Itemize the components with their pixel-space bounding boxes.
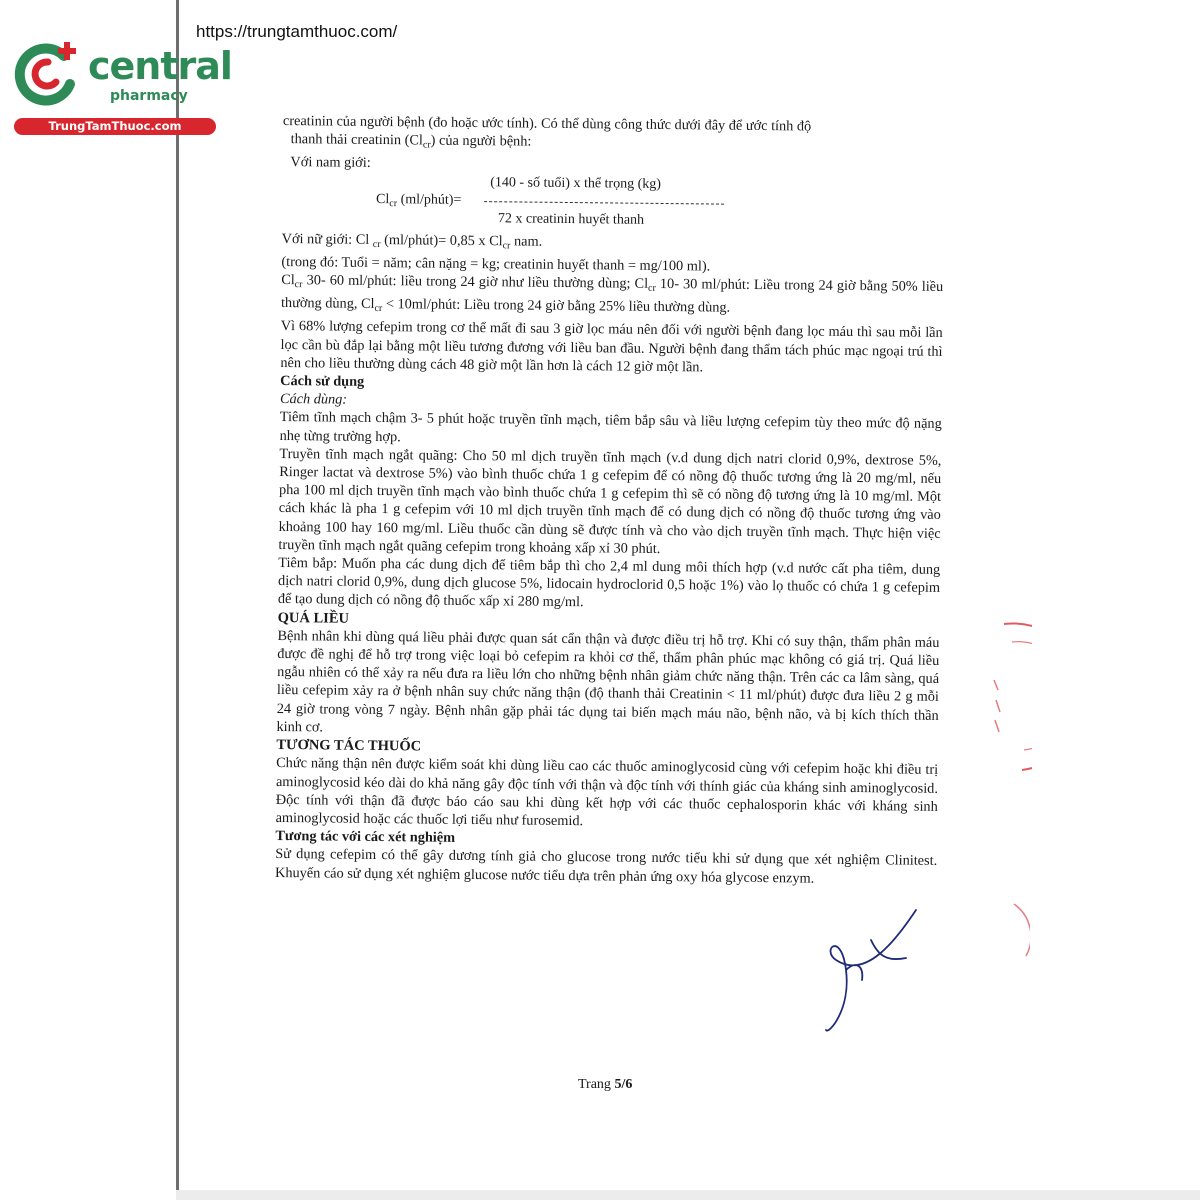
usage-subheading: Cách dùng: bbox=[279, 391, 348, 408]
lab-interactions-heading: Tương tác với các xét nghiệm bbox=[275, 828, 456, 846]
dose-adjustment: $Cl_{cr}$ 30- 60 ml/phút: liều trong 24 giờ như liều thường dùng; $Cl_{cr}$ 10- 30 ml/phút: Liều trong 24 giờ bằng 50% liều thường dùng, $Cl_{cr}$ < 10ml/phút: Liều trong 24 giờ bằng 25% liều thường dùng. bbox=[280, 272, 944, 316]
source-url[interactable]: https://trungtamthuoc.com/ bbox=[196, 22, 398, 41]
dialysis-paragraph: Vì 68% lượng cefepim trong cơ thể mất đi sau 3 giờ lọc máu nên đối với người bệnh đang lọc máu thì sau mỗi lần lọc cần bù đắp lại bằng một liều tương đương với liều ban đầu. Người bệnh đang thẩm tách phúc mạc ngoại trú thì nên cho liều thường dùng cách 48 giờ một lần hơn là cách 12 giờ một lần. bbox=[280, 318, 943, 376]
formula-denominator: 72 x creatinin huyết thanh bbox=[497, 210, 645, 228]
paragraph: creatinin của người bệnh (đo hoặc ước tính). Có thể dùng công thức dưới đây để ước tính độ bbox=[282, 112, 812, 135]
brand-subtitle: pharmacy bbox=[110, 88, 188, 104]
brand-name: central bbox=[88, 44, 232, 88]
overdose-heading: QUÁ LIỀU bbox=[277, 609, 350, 627]
male-formula-label: Với nam giới: bbox=[290, 154, 371, 172]
document-page bbox=[275, 112, 945, 889]
usage-paragraph: Tiêm bắp: Muốn pha các dung dịch để tiêm bắp thì cho 2,4 ml dung môi thích hợp (v.d nước cất pha tiêm, dung dịch natri clorid 0,9%, dung dịch glucose 5%, lidocain hydroclorid 0,5 hoặc 1%) vào lọ thuốc có chứa 1 g cefepim để tạo dung dịch có nồng độ thuốc xấp xỉ 280 mg/ml. bbox=[277, 555, 941, 611]
page-number: Trang 5/6 bbox=[578, 1077, 633, 1092]
interactions-heading: TƯƠNG TÁC THUỐC bbox=[276, 737, 422, 755]
brand-banner: TrungTamThuoc.com bbox=[14, 118, 216, 135]
usage-paragraph: Truyền tĩnh mạch ngắt quãng: Cho 50 ml dịch truyền tĩnh mạch (v.d dung dịch natri clorid 0,9%, dextrose 5%, Ringer lactat và dextrose 5%) vào bình thuốc chứa 1 g cefepim để có nồng độ thuốc tương ứng là 20 mg/ml, nếu pha 100 ml dịch truyền tĩnh mạch vào bình thuốc chứa 1 g cefepim thì sẽ có nồng độ tương ứng là 10 mg/ml. Một cách khác là pha 1 g cefepim với 10 ml dịch truyền tĩnh mạch để có dung dịch có nồng độ thuốc tương ứng vào khoảng 100 hay 160 mg/ml. Liều thuốc cần dùng sẽ được tính và cho vào dịch truyền tĩnh mạch. Thực hiện việc truyền tĩnh mạch ngắt quãng cefepim trong khoảng xấp xỉ 30 phút. bbox=[278, 445, 942, 557]
interactions-paragraph: Chức năng thận nên được kiểm soát khi dùng liều cao các thuốc aminoglycosid cùng với cefepim hoặc khi điều trị aminoglycosid kéo dài do khả năng gây độc tính với thận và độc tính với thính giác của kháng sinh aminoglycosid. Độc tính với thận đã được báo cáo sau khi dùng kết hợp với các thuốc cephalosporin khác với kháng sinh aminoglycosid hoặc các thuốc lợi tiểu như furosemid. bbox=[275, 755, 939, 830]
usage-heading: Cách sử dụng bbox=[280, 373, 365, 390]
pharmacy-cross-icon bbox=[12, 38, 84, 110]
formula-numerator: (140 - số tuổi) x thể trọng (kg) bbox=[490, 174, 662, 192]
signature-image bbox=[816, 900, 926, 1040]
overdose-paragraph: Bệnh nhân khi dùng quá liều phải được quan sát cẩn thận và được điều trị hỗ trợ. Khi có suy thận, thẩm phân máu được đề nghị để hỗ trợ trong việc loại bỏ cefepim ra khỏi cơ thể, thẩm phân phúc mạc không có giá trị. Quá liều ngẫu nhiên có thể xảy ra nếu đưa ra liều lớn cho những bệnh nhân giảm chức năng thận. Trên các ca lâm sàng, quá liều cefepim xảy ra ở bệnh nhân suy chức năng thận (độ thanh thải Creatinin < 11 ml/phút) được đưa liều 2 g mỗi 24 giờ trong vòng 7 ngày. Bệnh nhân gặp phải tác dụng tai biến mạch máu não, bệnh não, và bị kích thích thần kinh cơ. bbox=[276, 627, 940, 736]
usage-paragraph: Tiêm tĩnh mạch chậm 3- 5 phút hoặc truyền tĩnh mạch, tiêm bắp sâu và liều lượng cefepim tùy theo mức độ nặng nhẹ từng trường hợp. bbox=[279, 409, 942, 445]
female-formula: Với nữ giới: Cl $_{cr}$ (ml/phút)= 0,85 x $Cl_{cr}$ nam. bbox=[281, 230, 543, 251]
creatinine-clearance-formula bbox=[282, 172, 945, 237]
lab-interactions-paragraph: Sử dụng cefepim có thể gây dương tính giả cho glucose trong nước tiểu khi sử dụng que xét nghiệm Clinitest. Khuyến cáo sử dụng xét nghiệm glucose nước tiểu dựa trên phản ứng oxy hóa glycose enzym. bbox=[274, 846, 938, 887]
scan-margin-right bbox=[1024, 0, 1200, 1200]
formula-fraction-bar bbox=[484, 201, 724, 205]
brand-logo[interactable] bbox=[8, 36, 232, 136]
scan-edge bbox=[176, 0, 179, 1200]
formula-lhs: $Cl_{cr}$ (ml/phút)= bbox=[376, 191, 462, 209]
paragraph: thanh thải creatinin $(Cl_{cr})$ của người bệnh: bbox=[290, 131, 532, 151]
scan-edge-bottom bbox=[176, 1190, 1200, 1200]
units-note: (trong đó: Tuổi = năm; cân nặng = kg; creatinin huyết thanh = mg/100 ml). bbox=[281, 253, 711, 275]
stamp-fragment-image bbox=[1010, 900, 1030, 960]
company-stamp-image bbox=[992, 620, 1032, 780]
